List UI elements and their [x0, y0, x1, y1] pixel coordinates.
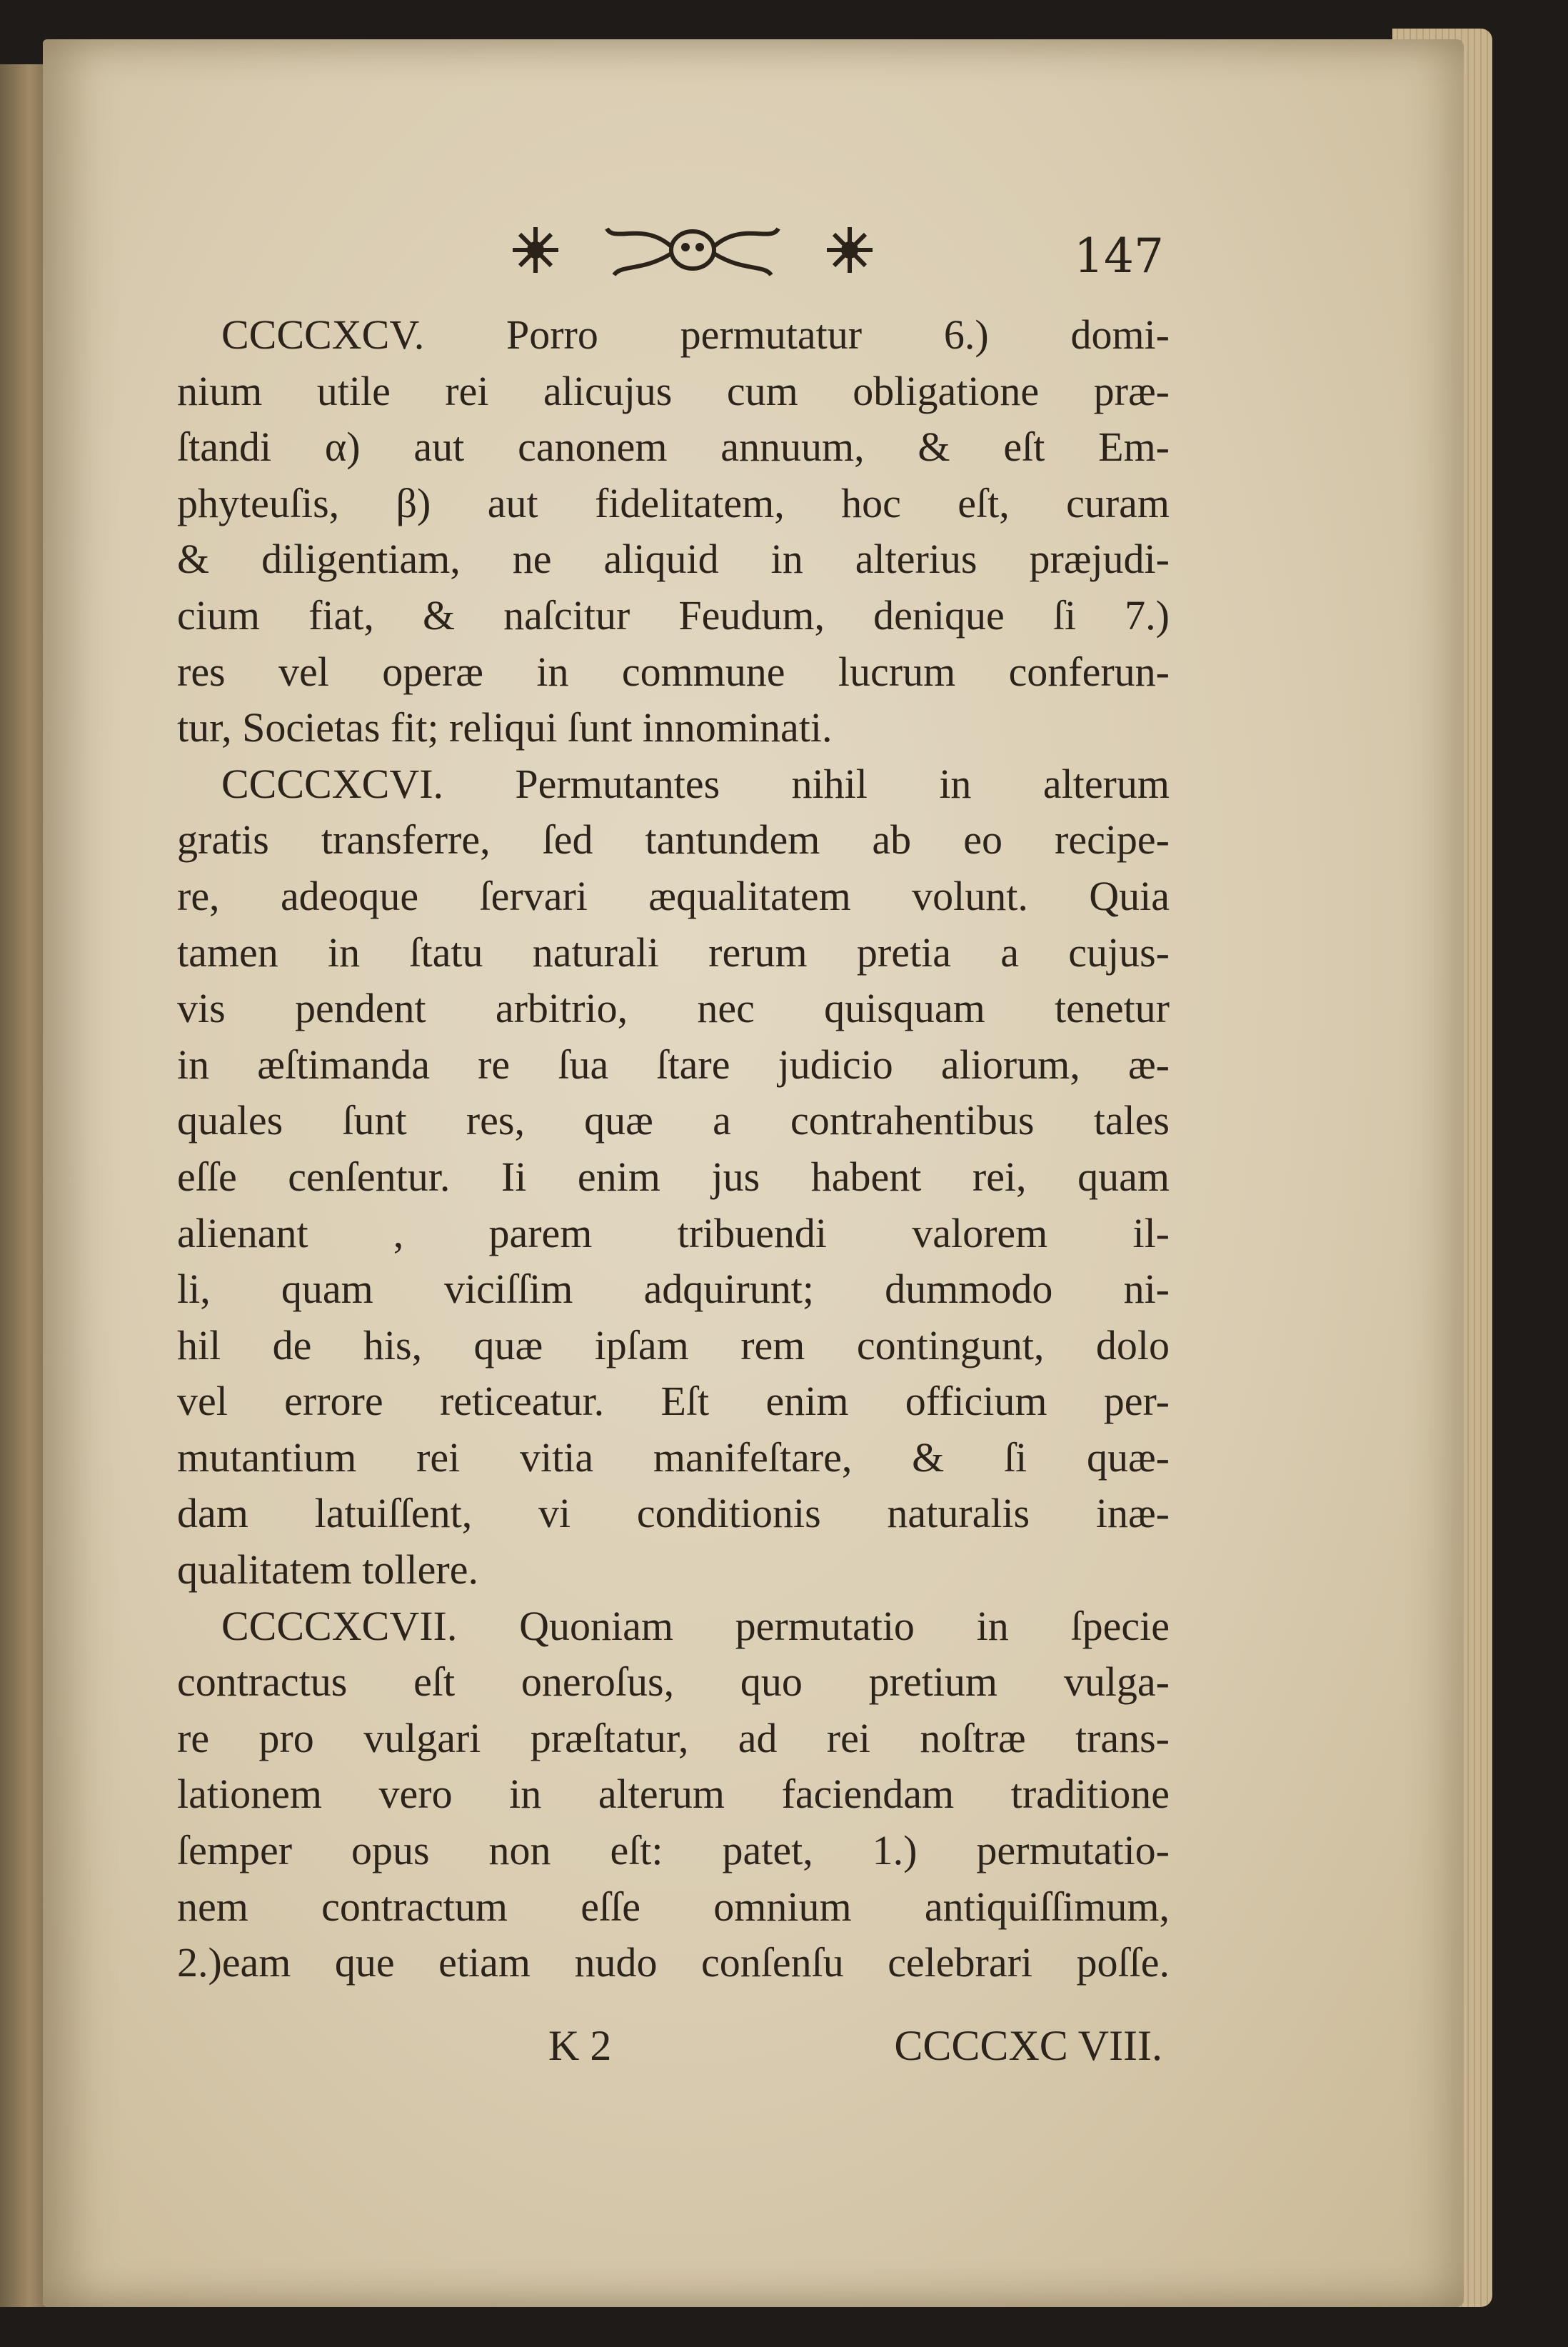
text-line: quales ſunt res, quæ a contrahentibus tales: [177, 1097, 1170, 1144]
text-line: vis pendent arbitrio, nec quisquam tenetur: [177, 985, 1170, 1032]
text-line: nium utile rei alicujus cum obligatione præ-: [177, 367, 1170, 414]
text-line: res vel operæ in commune lucrum conferun-: [177, 648, 1170, 695]
catchword: CCCCXC VIII.: [894, 2022, 1162, 2069]
text-line: mutantium rei vitia manifeſtare, & ſi quæ-: [177, 1433, 1170, 1481]
text-line: vel errore reticeatur. Eſt enim officium per-: [177, 1378, 1170, 1425]
page-footer: [177, 2021, 1170, 2086]
running-head: [179, 214, 1164, 293]
text-line: alienant , parem tribuendi valorem il-: [177, 1209, 1170, 1256]
text-line: re, adeoque ſervari æqualitatem volunt. Quia: [177, 872, 1170, 919]
cherub-fleuron-ornament-icon: [493, 214, 893, 286]
text-line: cium fiat, & naſcitur Feudum, denique ſi 7.): [177, 591, 1170, 639]
signature-mark: K 2: [548, 2022, 612, 2069]
text-line: 2.)eam que etiam nudo conſenſu celebrari poſſe.: [177, 1939, 1170, 1986]
text-line: CCCCXCVII. Quoniam permutatio in ſpecie: [221, 1602, 1170, 1649]
text-line: re pro vulgari præſtatur, ad rei noſtræ trans-: [177, 1714, 1170, 1761]
text-line: qualitatem tollere.: [177, 1546, 478, 1593]
text-line: lationem vero in alterum faciendam traditione: [177, 1771, 1170, 1818]
text-line: CCCCXCVI. Permutantes nihil in alterum: [221, 760, 1170, 807]
text-line: tamen in ſtatu naturali rerum pretia a cujus-: [177, 929, 1170, 976]
text-line: nem contractum eſſe omnium antiquiſſimum,: [177, 1883, 1170, 1930]
text-line: CCCCXCV. Porro permutatur 6.) domi-: [221, 311, 1170, 358]
text-line: gratis transferre, ſed tantundem ab eo recipe-: [177, 816, 1170, 864]
text-line: contractus eſt oneroſus, quo pretium vulga-: [177, 1658, 1170, 1706]
text-line: ſemper opus non eſt: patet, 1.) permutatio-: [177, 1827, 1170, 1874]
text-line: li, quam viciſſim adquirunt; dummodo ni-: [177, 1266, 1170, 1313]
text-line: hil de his, quæ ipſam rem contingunt, dolo: [177, 1321, 1170, 1368]
text-line: dam latuiſſent, vi conditionis naturalis inæ-: [177, 1490, 1170, 1537]
text-line: in æſtimanda re ſua ſtare judicio aliorum, æ-: [177, 1041, 1170, 1088]
text-line: ſtandi α) aut canonem annuum, & eſt Em-: [177, 424, 1170, 471]
text-line: phyteuſis, β) aut fidelitatem, hoc eſt, curam: [177, 479, 1170, 526]
text-line: eſſe cenſentur. Ii enim jus habent rei, quam: [177, 1153, 1170, 1200]
body-text: [177, 307, 1170, 1991]
page-number: 147: [1074, 229, 1164, 284]
text-line: & diligentiam, ne aliquid in alterius præjudi-: [177, 536, 1170, 583]
text-line: tur, Societas fit; reliqui ſunt innominati.: [177, 704, 833, 751]
